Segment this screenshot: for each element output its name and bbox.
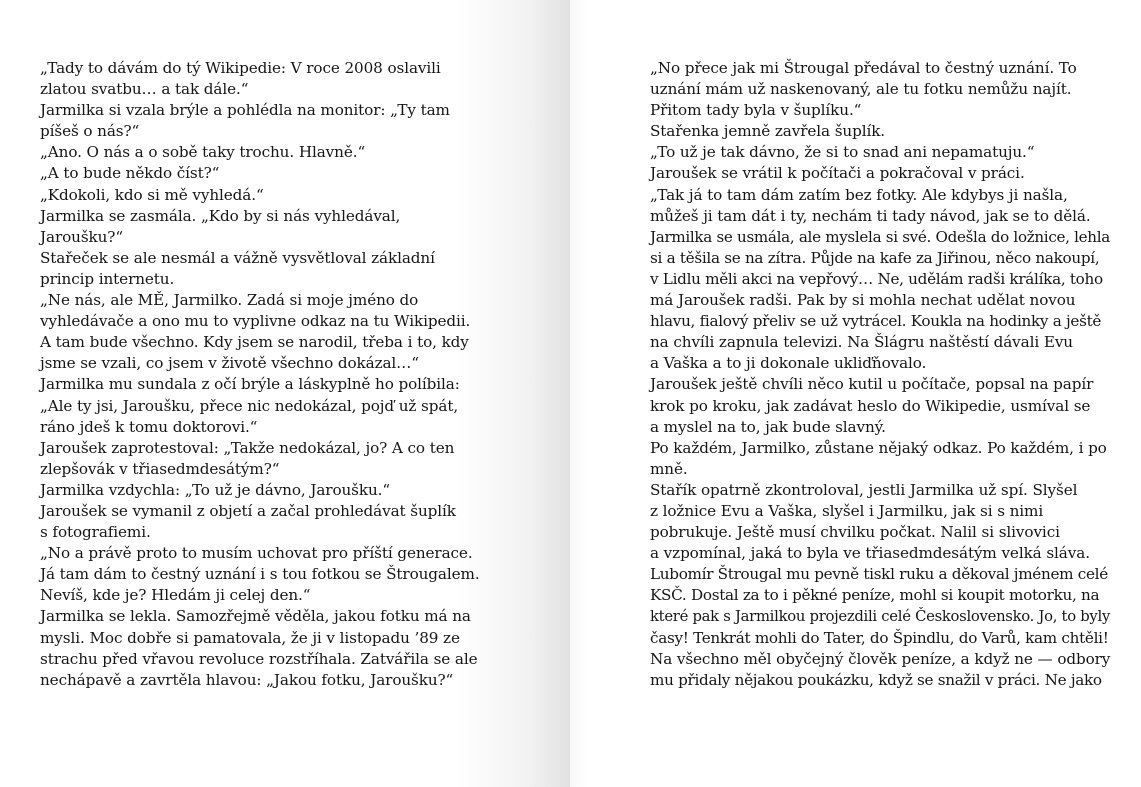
- text-line: krok po kroku, jak zadávat heslo do Wikipedie, usmíval se: [650, 396, 1091, 415]
- text-line: zlepšovák v třiasedmdesátým?“: [40, 459, 280, 478]
- left-page-text: [40, 58, 510, 691]
- text-line: píšeš o nás?“: [40, 122, 140, 141]
- text-line: na chvíli zapnula televizi. Na Šlágru naštěstí dávali Evu: [650, 333, 1073, 352]
- text-line: si a těšila se na zítra. Půjde na kafe za Jiřinou, něco nakoupí,: [650, 248, 1100, 267]
- text-line: Jarmilka se usmála, ale myslela si své. Odešla do ložnice, lehla: [650, 227, 1110, 246]
- text-line: „Ale ty jsi, Jaroušku, přece nic nedokázal, pojď už spát,: [40, 396, 459, 415]
- text-line: „Tady to dávám do tý Wikipedie: V roce 2008 oslavili: [40, 59, 441, 77]
- text-line: zlatou svatbu… a tak dále.“: [40, 80, 249, 99]
- text-line: časy! Tenkrát mohli do Tater, do Špindlu, do Varů, kam chtěli!: [650, 628, 1109, 647]
- text-line: KSČ. Dostal za to i pěkné peníze, mohl si koupit motorku, na: [650, 586, 1100, 605]
- text-line: Nevíš, kde je? Hledám ji celej den.“: [40, 586, 311, 605]
- text-line: „No a právě proto to musím uchovat pro příští generace.: [40, 544, 473, 563]
- right-page-text: [650, 58, 1110, 691]
- text-line: vyhledávače a ono mu to vyplivne odkaz na tu Wikipedii.: [40, 312, 471, 331]
- text-line: pobrukuje. Ještě musí chvilku počkat. Nalil si slivovici: [650, 523, 1060, 542]
- text-line: Po každém, Jarmilko, zůstane nějaký odkaz. Po každém, i po: [650, 438, 1107, 457]
- text-line: Přitom tady byla v šuplíku.“: [650, 101, 862, 120]
- text-line: hlavu, fialový přeliv se už vytrácel. Koukla na hodinky a ještě: [650, 312, 1102, 331]
- text-line: mně.: [650, 459, 688, 478]
- text-line: Jarmilka se lekla. Samozřejmě věděla, jakou fotku má na: [40, 607, 471, 626]
- text-line: Já tam dám to čestný uznání i s tou fotkou se Štrougalem.: [40, 565, 480, 584]
- text-line: s fotografiemi.: [40, 523, 151, 542]
- text-line: a myslel na to, jak bude slavný.: [650, 417, 886, 436]
- right-page: [570, 0, 1141, 787]
- text-line: a Vaška a to ji dokonale ukliďňovalo.: [650, 354, 927, 373]
- text-line: princip internetu.: [40, 269, 175, 288]
- text-line: „Ne nás, ale MĚ, Jarmilko. Zadá si moje jméno do: [40, 291, 419, 310]
- text-line: můžeš ji tam dát i ty, nechám ti tady návod, jak se to dělá.: [650, 206, 1091, 225]
- text-line: jsme se vzali, co jsem v životě všechno dokázal…“: [40, 354, 419, 373]
- text-line: Jaroušek se vrátil k počítači a pokračoval v práci.: [650, 164, 1025, 183]
- text-line: Jaroušek se vymanil z objetí a začal prohledávat šuplík: [40, 501, 456, 520]
- text-line: z ložnice Evu a Vaška, slyšel i Jarmilku, jak si s nimi: [650, 501, 1044, 520]
- text-line: „Kdokoli, kdo si mě vyhledá.“: [40, 185, 264, 204]
- text-line: má Jaroušek radši. Pak by si mohla nechat udělat novou: [650, 291, 1076, 310]
- text-line: Lubomír Štrougal mu pevně tiskl ruku a děkoval jménem celé: [650, 565, 1108, 584]
- text-line: Jarmilka si vzala brýle a pohlédla na monitor: „Ty tam: [40, 101, 450, 120]
- text-line: Stařeček se ale nesmál a vážně vysvětloval základní: [40, 248, 435, 267]
- text-line: strachu před vřavou revoluce rozstříhala. Zatvářila se ale: [40, 649, 478, 668]
- text-line: Jaroušek ještě chvíli něco kutil u počítače, popsal na papír: [650, 375, 1094, 394]
- text-line: „A to bude někdo číst?“: [40, 164, 220, 183]
- text-line: mu přidaly nějakou poukázku, když se snažil v práci. Ne jako: [650, 670, 1102, 689]
- text-line: „Ano. O nás a o sobě taky trochu. Hlavně.“: [40, 143, 366, 162]
- text-line: Stařenka jemně zavřela šuplík.: [650, 122, 886, 141]
- text-line: A tam bude všechno. Kdy jsem se narodil, třeba i to, kdy: [40, 333, 469, 352]
- text-line: „To už je tak dávno, že si to snad ani nepamatuju.“: [650, 143, 1035, 162]
- text-line: Na všechno měl obyčejný člověk peníze, a když ne — odbory: [650, 649, 1111, 668]
- text-line: které pak s Jarmilkou projezdili celé Československo. Jo, to byly: [650, 607, 1111, 626]
- text-line: mysli. Moc dobře si pamatovala, že ji v listopadu ’89 ze: [40, 628, 460, 647]
- text-line: a vzpomínal, jaká to byla ve třiasedmdesátým velká sláva.: [650, 544, 1090, 563]
- left-page: [0, 0, 570, 787]
- text-line: Jaroušek zaprotestoval: „Takže nedokázal, jo? A co ten: [40, 438, 455, 457]
- text-line: ráno jdeš k tomu doktorovi.“: [40, 417, 258, 436]
- text-line: „Tak já to tam dám zatím bez fotky. Ale kdybys ji našla,: [650, 185, 1068, 204]
- text-line: „No přece jak mi Štrougal předával to čestný uznání. To: [650, 59, 1077, 77]
- text-line: Jarmilka vzdychla: „To už je dávno, Jaroušku.“: [40, 480, 391, 499]
- text-line: nechápavě a zavrtěla hlavou: „Jakou fotku, Jaroušku?“: [40, 670, 454, 689]
- text-line: Jarmilka mu sundala z očí brýle a láskyplně ho políbila:: [40, 375, 460, 394]
- text-line: Stařík opatrně zkontroloval, jestli Jarmilka už spí. Slyšel: [650, 480, 1078, 499]
- text-line: v Lidlu měli akci na vepřový… Ne, udělám radši králíka, toho: [650, 269, 1103, 288]
- text-line: uznání mám už naskenovaný, ale tu fotku nemůžu najít.: [650, 80, 1072, 99]
- text-line: Jarmilka se zasmála. „Kdo by si nás vyhledával,: [40, 206, 401, 225]
- text-line: Jaroušku?“: [40, 227, 124, 246]
